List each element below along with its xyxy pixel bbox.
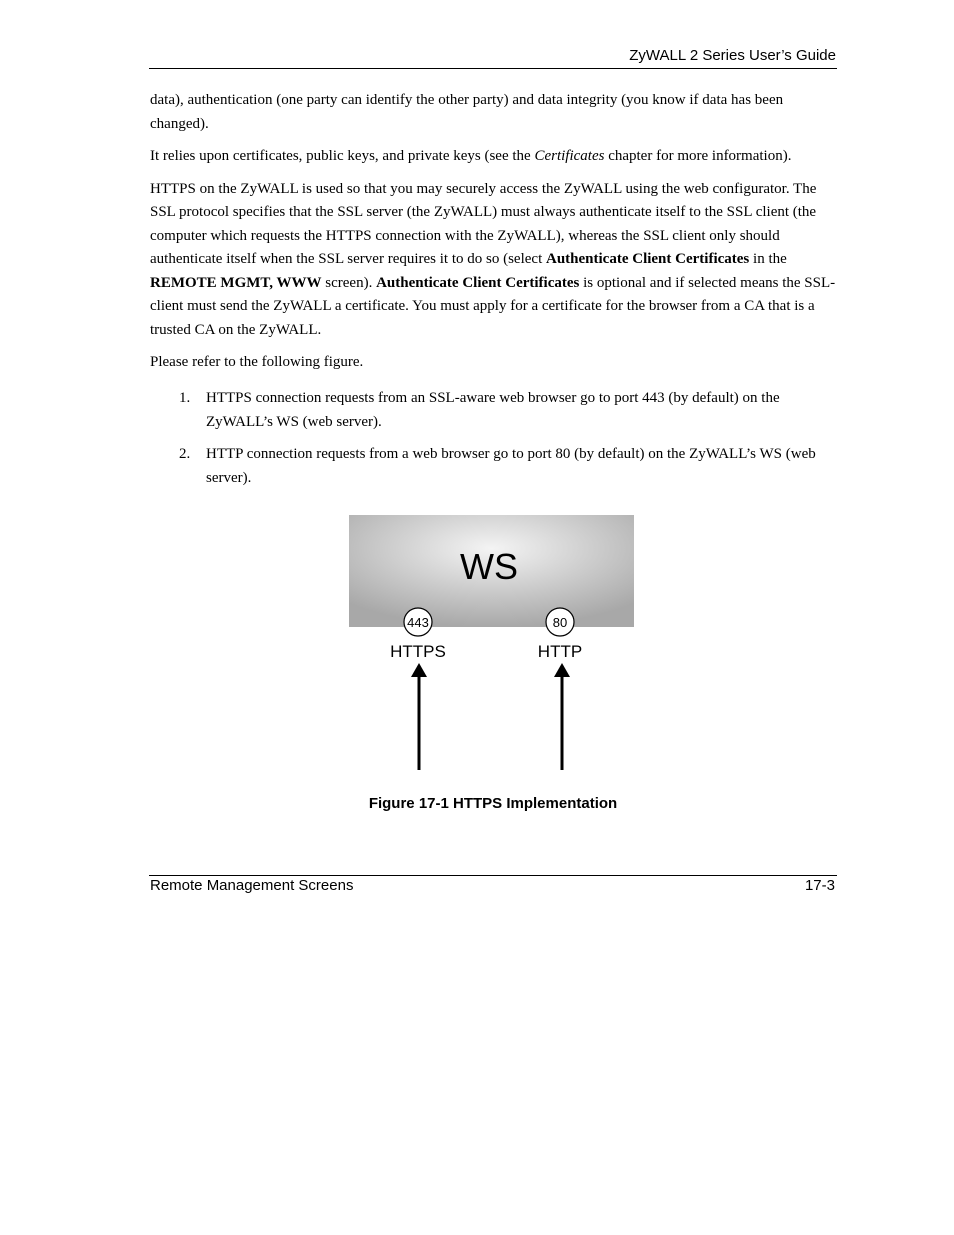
paragraph-4: Please refer to the following figure. (150, 354, 364, 370)
page-footer (149, 875, 837, 898)
port-443-label: 443 (407, 615, 429, 630)
list-item (150, 387, 840, 434)
header-title: ZyWALL 2 Series User’s Guide (629, 47, 836, 64)
figure-caption: Figure 17-1 HTTPS Implementation (368, 795, 618, 812)
list-text: HTTPS connection requests from an SSL-aware web browser go to port 443 (by default) on the ZyWALL’s WS (web server). (206, 390, 780, 430)
list-item (150, 443, 840, 490)
list-text: HTTP connection requests from a web browser go to port 80 (by default) on the ZyWALL’s WS (web server). (206, 446, 816, 486)
footer-section: Remote Management Screens (150, 877, 354, 894)
https-arrow-head (411, 663, 427, 677)
web-server-label: WS (460, 546, 518, 587)
list-number: 2. (179, 446, 191, 462)
body-text (150, 89, 840, 384)
paragraph-3: HTTPS on the ZyWALL is used so that you may securely access the ZyWALL using the web configurator. The SSL protocol specifies that the SSL server (the ZyWALL) must always authenticate itself to the SSL client (the computer which requests the HTTPS connection with the ZyWALL), whereas the SSL client only should authenticate itself when the SSL server requires it to do so (select Authenticate Client Certificates in the REMOTE MGMT, WWW screen). Authenticate Client Certificates is optional and if selected means the SSL-client must send the ZyWALL a certificate. You must apply for a certificate for the browser from a CA that is a trusted CA on the ZyWALL. (150, 180, 836, 338)
paragraph-1: data), authentication (one party can identify the other party) and data integrity (you know if data has been changed). (150, 92, 784, 132)
page-number: 17-3 (804, 877, 835, 894)
https-label: HTTPS (390, 642, 446, 661)
numbered-list (150, 387, 840, 499)
page-header (149, 47, 837, 69)
paragraph-2: It relies upon certificates, public keys, and private keys (see the Certificates chapter for more information). (150, 148, 792, 164)
https-figure (349, 515, 635, 775)
list-number: 1. (179, 390, 191, 406)
certificates-reference: Certificates (534, 148, 605, 164)
http-label: HTTP (537, 642, 583, 661)
http-arrow-head (554, 663, 570, 677)
port-80-label: 80 (552, 615, 568, 630)
